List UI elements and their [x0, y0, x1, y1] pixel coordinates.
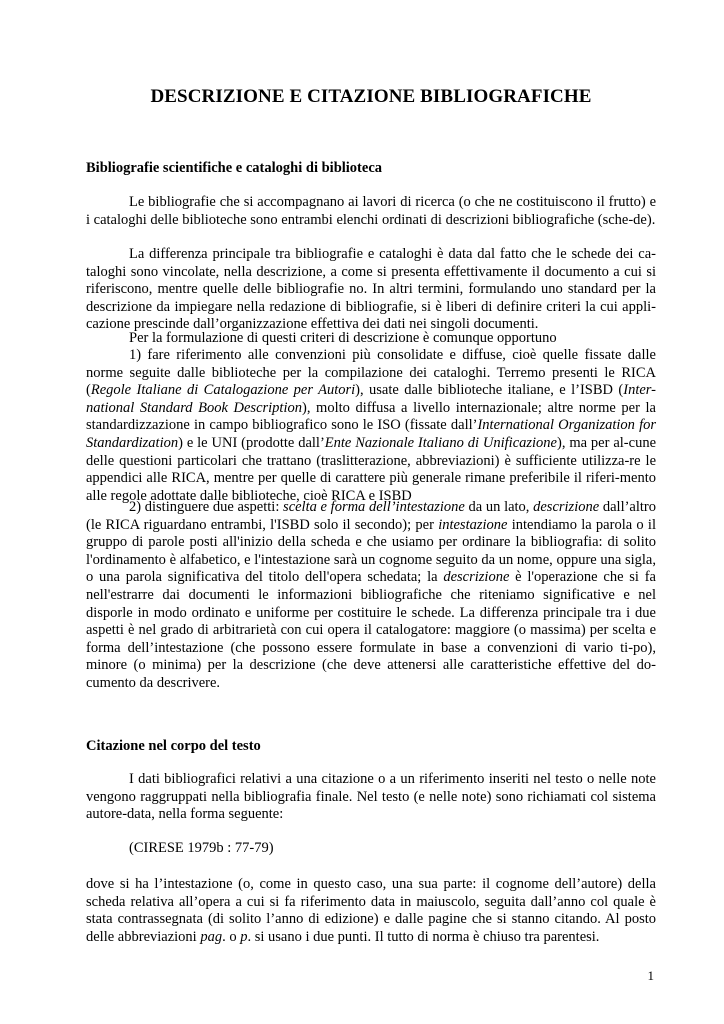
paragraph-5: 2) distinguere due aspetti: scelta e forma dell’intestazione da un lato, descrizione dall’altro (le RICA riguardano entrambi, l'ISBD solo il secondo); per intestazione intendiamo la parola o il gruppo di parole posti all'inizio della scheda e che usiamo per ordinare la bibliografia: di solito l'ordinamento è alfabetico, e l'intestazione sarà un cognome seguito da un nome, oppure una sigla, o una parola significativa del titolo dell'opera schedata; la descrizione è l'operazione che si fa nell'estrarre dai documenti le informazioni bibliografiche che riteniamo significative e nel disporle in modo ordinato e uniforme per costituire le schede. La differenza principale tra i due aspetti è nel grado di arbitrarietà con cui opera il catalogatore: maggiore (o massima) per scelta e forma dell’intestazione (che possono essere formulate in base a convenzioni di vario ti-po), minore (o minima) per la descrizione (che deve attenersi alle caratteristiche effettive del do-cumento da descrivere.	[86, 499, 656, 691]
document-title: DESCRIZIONE E CITAZIONE BIBLIOGRAFICHE	[150, 86, 592, 107]
paragraph-2: La differenza principale tra bibliografie e cataloghi è data dal fatto che le schede dei ca-taloghi sono vincolate, nella descrizione, a come si presenta effettivamente il documento a cui si riferiscono, mentre quelle delle bibliografie no. In altri termini, formulando uno standard per la descrizione da impiegare nella redazione di bibliografie, si è liberi di definire criteri la cui appli-cazione prescinde dall’organizzazione effettiva dei dati nei singoli documenti.	[86, 246, 656, 333]
page-number: 1	[647, 968, 654, 983]
citation-example: (CIRESE 1979b : 77-79)	[129, 840, 274, 856]
paragraph-6: I dati bibliografici relativi a una citazione o a un riferimento inseriti nel testo o nelle note vengono raggruppati nella bibliografia finale. Nel testo (e nelle note) sono richiamati col sistema autore-data, nella forma seguente:	[86, 771, 656, 823]
section-heading-bibliografie: Bibliografie scientifiche e cataloghi di biblioteca	[86, 160, 383, 176]
paragraph-1: Le bibliografie che si accompagnano ai lavori di ricerca (o che ne costituiscono il frutto) e i cataloghi delle biblioteche sono entrambi elenchi ordinati di descrizioni bibliografiche (sche-de).	[86, 194, 656, 228]
section-heading-citazione: Citazione nel corpo del testo	[86, 738, 261, 754]
paragraph-3: Per la formulazione di questi criteri di descrizione è comunque opportuno	[129, 330, 557, 346]
paragraph-4: 1) fare riferimento alle convenzioni più consolidate e diffuse, cioè quelle fissate dalle norme seguite dalle biblioteche per la compilazione dei cataloghi. Terremo presenti le RICA (Regole Italiane di Catalogazione per Autori), usate dalle biblioteche italiane, e l’ISBD (Inter-national Standard Book Description), molto diffusa a livello internazionale; altre norme per la standardizzazione in campo bibliografico sono le ISO (fissate dall’International Organization for Standardization) e le UNI (prodotte dall’Ente Nazionale Italiano di Unificazione), ma per al-cune delle questioni particolari che trattano (traslitterazione, abbreviazioni) è sufficiente utilizza-re le appendici alle RICA, mentre per quelle di carattere più generale rimane preferibile il riferi-mento alle regole adottate dalle biblioteche, cioè RICA e ISBD	[86, 347, 656, 504]
paragraph-7: dove si ha l’intestazione (o, come in questo caso, una sua parte: il cognome dell’autore) della scheda relativa all’opera a cui si fa riferimento data in maiuscolo, seguita dall’anno col quale è stata contrassegnata (di solito l’anno di edizione) e dalle pagine che si stanno citando. Al posto delle abbreviazioni pag. o p. si usano i due punti. Il tutto di norma è chiuso tra parentesi.	[86, 876, 656, 945]
